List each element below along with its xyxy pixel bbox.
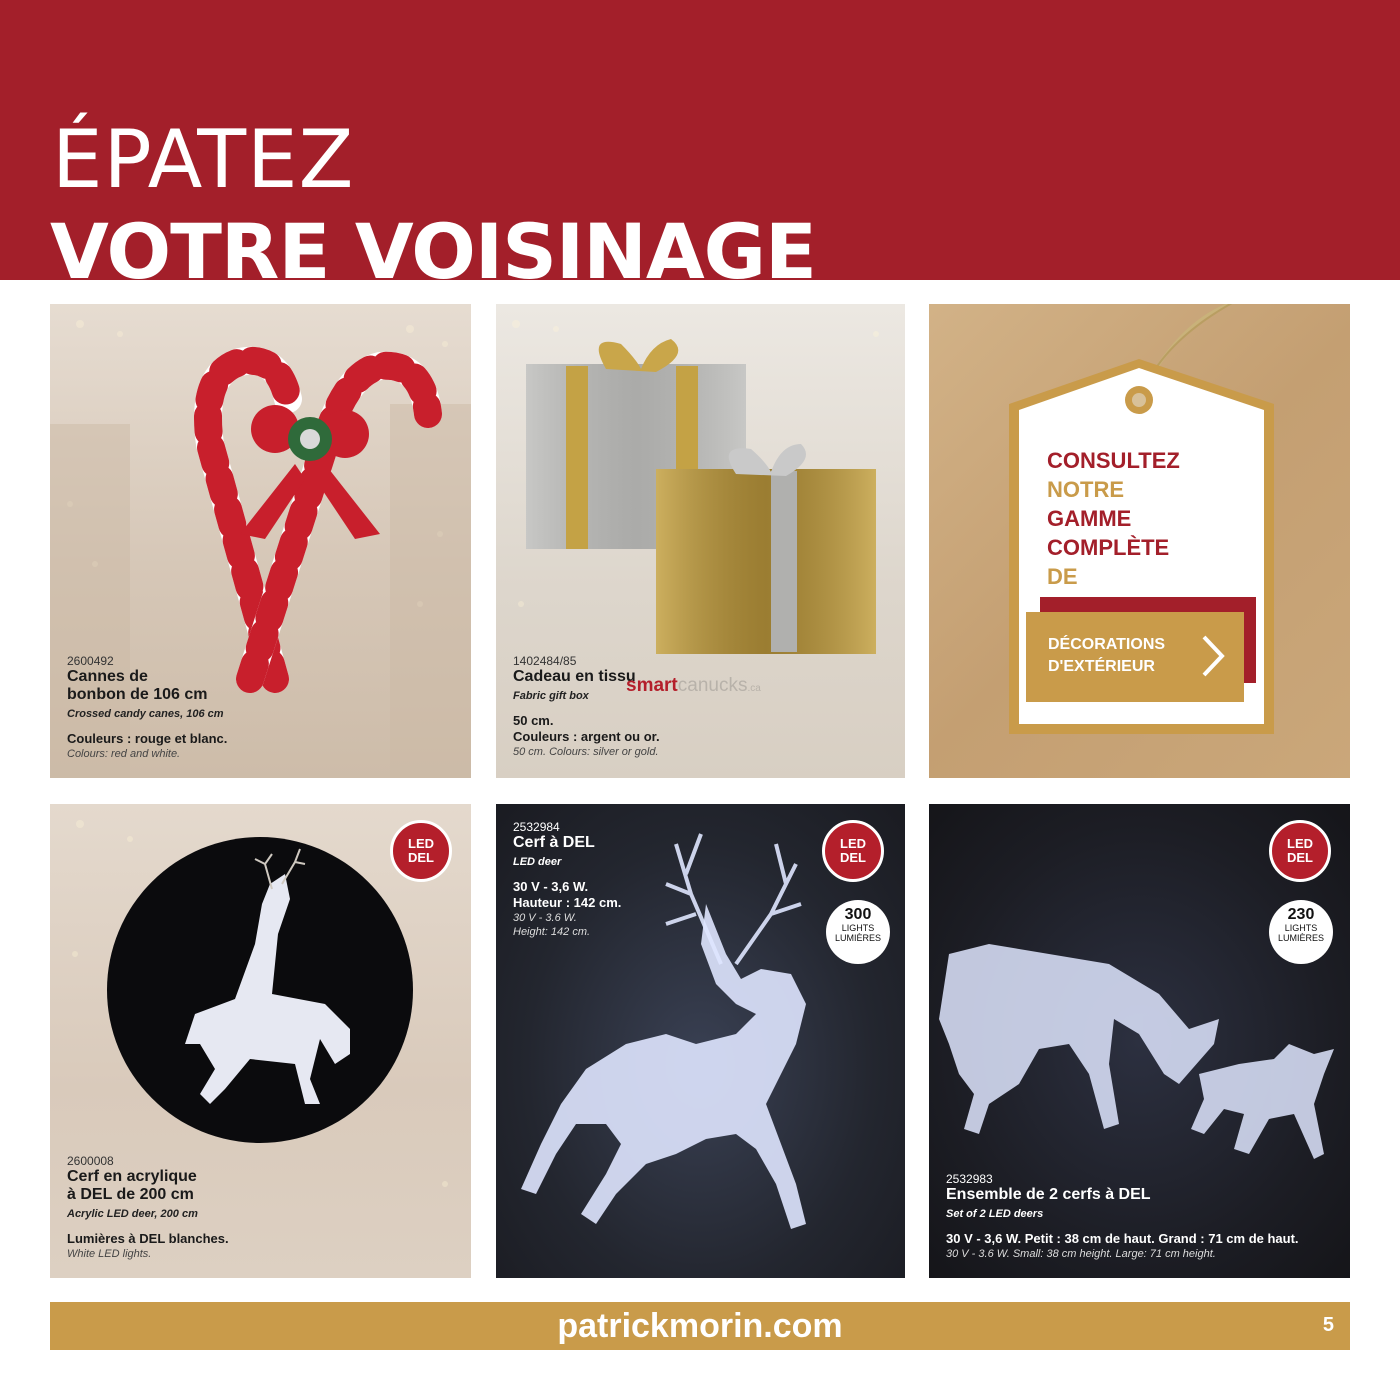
promo-line: CONSULTEZ bbox=[1047, 448, 1180, 473]
lights-count-badge bbox=[826, 900, 890, 964]
product-description: 30 V - 3,6 W. bbox=[513, 879, 589, 894]
watermark-part3: .ca bbox=[747, 683, 761, 694]
button-label-line1: DÉCORATIONS bbox=[1048, 636, 1166, 653]
product-info bbox=[946, 1172, 1299, 1261]
led-badge bbox=[390, 820, 452, 882]
promo-text bbox=[1047, 446, 1180, 591]
header-banner bbox=[0, 0, 1400, 280]
promo-card-outdoor-decorations[interactable] bbox=[929, 304, 1350, 778]
product-info bbox=[513, 654, 660, 759]
lights-count-badge bbox=[1269, 900, 1333, 964]
led-badge-line2: DEL bbox=[840, 850, 866, 865]
product-sku: 1402484/85 bbox=[513, 654, 577, 668]
product-description: Couleurs : argent ou or. bbox=[513, 729, 660, 744]
product-description: Lumières à DEL blanches. bbox=[67, 1231, 229, 1246]
product-info bbox=[513, 820, 621, 939]
lights-label-fr: LUMIÈRES bbox=[1277, 933, 1324, 943]
outdoor-decorations-button[interactable] bbox=[1026, 612, 1244, 702]
page-number: 5 bbox=[1322, 1314, 1334, 1336]
lights-count: 230 bbox=[1287, 906, 1315, 923]
product-info bbox=[67, 1154, 229, 1261]
product-card-led-deer-set[interactable] bbox=[929, 804, 1350, 1278]
product-subtitle: Fabric gift box bbox=[513, 690, 589, 702]
headline-line2: VOTRE VOISINAGE bbox=[50, 207, 816, 280]
product-card-candy-canes[interactable] bbox=[50, 304, 471, 778]
promo-line: DE bbox=[1047, 564, 1078, 589]
product-description-en: 30 V - 3.6 W. Small: 38 cm height. Large: 71 cm height. bbox=[946, 1248, 1216, 1260]
led-badge-line1: LED bbox=[840, 836, 866, 851]
product-title: Cerf à DEL bbox=[513, 834, 595, 851]
headline-line1: ÉPATEZ bbox=[52, 113, 355, 206]
product-description: 30 V - 3,6 W. Petit : 38 cm de haut. Grand : 71 cm de haut. bbox=[946, 1231, 1299, 1246]
product-sku: 2532984 bbox=[513, 820, 560, 834]
product-description-en: 30 V - 3.6 W. bbox=[513, 912, 577, 924]
button-label bbox=[1048, 634, 1165, 678]
product-sku: 2532983 bbox=[946, 1172, 993, 1186]
product-description: Hauteur : 142 cm. bbox=[513, 895, 622, 910]
product-subtitle: Set of 2 LED deers bbox=[946, 1208, 1044, 1220]
watermark-part2: canucks bbox=[677, 675, 748, 696]
product-title: bonbon de 106 cm bbox=[67, 686, 208, 703]
promo-line: COMPLÈTE bbox=[1047, 535, 1170, 560]
lights-label-fr: LUMIÈRES bbox=[834, 933, 881, 943]
product-title: Ensemble de 2 cerfs à DEL bbox=[946, 1186, 1151, 1203]
product-info bbox=[67, 654, 227, 761]
led-badge-line1: LED bbox=[408, 836, 434, 851]
product-subtitle: Crossed candy canes, 106 cm bbox=[67, 708, 224, 720]
product-sku: 2600492 bbox=[67, 654, 114, 668]
lights-label-en: LIGHTS bbox=[841, 923, 875, 933]
led-badge-line2: DEL bbox=[1287, 850, 1313, 865]
product-description-en: White LED lights. bbox=[67, 1248, 152, 1260]
product-card-acrylic-deer[interactable] bbox=[50, 804, 471, 1278]
product-card-gift-box[interactable] bbox=[496, 304, 905, 778]
product-title: Cadeau en tissu bbox=[513, 668, 636, 685]
product-description: Couleurs : rouge et blanc. bbox=[67, 731, 228, 746]
led-badge-line1: LED bbox=[1287, 836, 1313, 851]
product-description: 50 cm. bbox=[513, 713, 554, 728]
product-title: Cerf en acrylique bbox=[67, 1168, 197, 1185]
product-title: à DEL de 200 cm bbox=[67, 1186, 194, 1203]
footer-bar bbox=[50, 1302, 1350, 1350]
website-link[interactable]: patrickmorin.com bbox=[557, 1307, 843, 1345]
led-badge bbox=[1269, 820, 1331, 882]
button-label-line2: D'EXTÉRIEUR bbox=[1048, 658, 1155, 675]
lights-label-en: LIGHTS bbox=[1284, 923, 1318, 933]
lights-count: 300 bbox=[844, 906, 872, 923]
promo-line: GAMME bbox=[1047, 506, 1132, 531]
product-subtitle: LED deer bbox=[513, 856, 562, 868]
watermark-part1: smart bbox=[626, 675, 678, 696]
led-badge-line2: DEL bbox=[408, 850, 434, 865]
product-description-en: Height: 142 cm. bbox=[513, 926, 591, 938]
product-subtitle: Acrylic LED deer, 200 cm bbox=[67, 1208, 198, 1220]
product-card-led-deer[interactable] bbox=[496, 804, 905, 1278]
chevron-right-icon bbox=[1200, 634, 1226, 678]
led-badge bbox=[822, 820, 884, 882]
product-description-en: Colours: red and white. bbox=[67, 748, 181, 760]
product-title: Cannes de bbox=[67, 668, 148, 685]
product-sku: 2600008 bbox=[67, 1154, 114, 1168]
promo-line: NOTRE bbox=[1047, 477, 1124, 502]
watermark bbox=[626, 676, 761, 699]
product-description-en: 50 cm. Colours: silver or gold. bbox=[513, 746, 659, 758]
